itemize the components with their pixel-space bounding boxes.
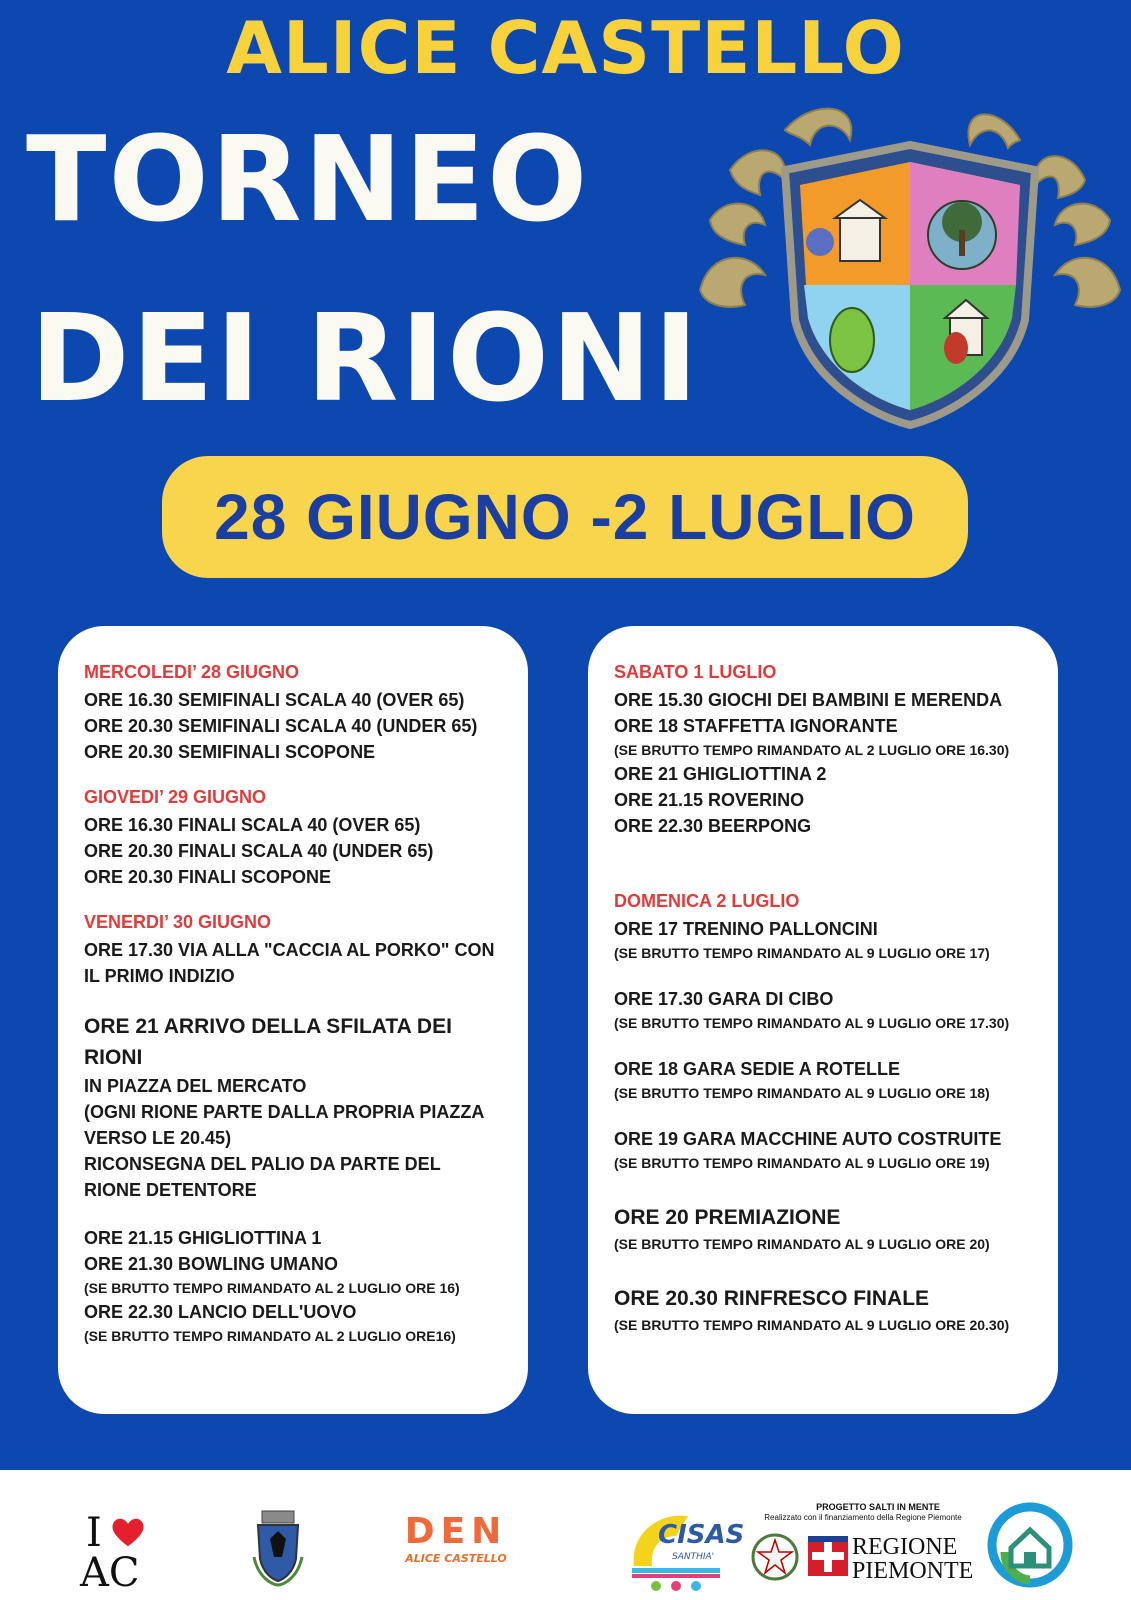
title-line-1: TORNEO xyxy=(26,110,590,248)
event-line: ORE 20.30 SEMIFINALI SCOPONE xyxy=(84,742,376,762)
weather-note: (SE BRUTTO TEMPO RIMANDATO AL 2 LUGLIO ORE 16) xyxy=(84,1280,460,1296)
event-line: ORE 15.30 GIOCHI DEI BAMBINI E MERENDA xyxy=(614,690,1003,710)
day-heading: MERCOLEDI’ 28 GIUGNO xyxy=(84,662,300,682)
weather-note: (SE BRUTTO TEMPO RIMANDATO AL 9 LUGLIO ORE 17) xyxy=(614,945,990,961)
event-line: ORE 21.15 GHIGLIOTTINA 1 xyxy=(84,1228,322,1248)
event-line: ORE 17 TRENINO PALLONCINI xyxy=(614,919,878,939)
italian-republic-emblem-icon xyxy=(750,1532,800,1582)
weather-note: (SE BRUTTO TEMPO RIMANDATO AL 9 LUGLIO ORE 20.30) xyxy=(614,1317,1010,1333)
event-line: ORE 18 STAFFETTA IGNORANTE xyxy=(614,716,898,736)
rioni-crest-icon xyxy=(690,100,1130,440)
date-banner xyxy=(162,456,968,578)
event-line: ORE 21 GHIGLIOTTINA 2 xyxy=(614,764,827,784)
event-line: ORE 19 GARA MACCHINE AUTO COSTRUITE xyxy=(614,1129,1002,1149)
footer-logos xyxy=(0,1470,1131,1600)
piemonte-flag-icon xyxy=(808,1536,848,1576)
town-name: ALICE CASTELLO xyxy=(226,6,905,90)
event-line: ORE 22.30 LANCIO DELL'UOVO xyxy=(84,1302,357,1322)
regione-piemonte-logo: PROGETTO SALTI IN MENTE Realizzato con il finanziamento della Regione Piemonte REGIONE PIEMONTE xyxy=(748,1502,978,1594)
event-line: ORE 21 ARRIVO DELLA SFILATA DEI RIONI xyxy=(84,1015,452,1069)
event-line: ORE 20.30 FINALI SCALA 40 (UNDER 65) xyxy=(84,841,434,861)
day-heading: VENERDI’ 30 GIUGNO xyxy=(84,912,272,932)
event-line: ORE 20.30 RINFRESCO FINALE xyxy=(614,1287,930,1310)
weather-note: (SE BRUTTO TEMPO RIMANDATO AL 9 LUGLIO ORE 19) xyxy=(614,1155,990,1171)
event-line: RICONSEGNA DEL PALIO DA PARTE DEL RIONE DETENTORE xyxy=(84,1154,441,1200)
weather-note: (SE BRUTTO TEMPO RIMANDATO AL 9 LUGLIO ORE 20) xyxy=(614,1236,990,1252)
i-love-ac-logo: I AC xyxy=(80,1510,160,1595)
municipal-coat-of-arms-icon xyxy=(248,1506,308,1588)
event-line: ORE 17.30 VIA ALLA "CACCIA AL PORKO" CON IL PRIMO INDIZIO xyxy=(84,940,495,986)
weather-note: (SE BRUTTO TEMPO RIMANDATO AL 9 LUGLIO ORE 18) xyxy=(614,1085,990,1101)
event-line: ORE 20.30 SEMIFINALI SCALA 40 (UNDER 65) xyxy=(84,716,478,736)
schedule-card-right xyxy=(588,626,1058,1414)
date-text: 28 GIUGNO -2 LUGLIO xyxy=(214,481,916,553)
event-line: ORE 16.30 FINALI SCALA 40 (OVER 65) xyxy=(84,815,421,835)
weather-note: (SE BRUTTO TEMPO RIMANDATO AL 9 LUGLIO ORE 17.30) xyxy=(614,1015,1010,1031)
title-line-2: DEI RIONI xyxy=(30,290,701,429)
schedule-card-left xyxy=(58,626,528,1414)
event-line: ORE 21.15 ROVERINO xyxy=(614,790,805,810)
event-line: ORE 22.30 BEERPONG xyxy=(614,816,812,836)
weather-note: (SE BRUTTO TEMPO RIMANDATO AL 2 LUGLIO ORE 16.30) xyxy=(614,742,1010,758)
heart-icon xyxy=(110,1516,146,1548)
event-line: ORE 17.30 GARA DI CIBO xyxy=(614,989,834,1009)
day-heading: SABATO 1 LUGLIO xyxy=(614,662,777,682)
cisas-logo: CISAS SANTHIA' xyxy=(626,1506,726,1596)
day-heading: GIOVEDI’ 29 GIUGNO xyxy=(84,787,267,807)
home-circle-icon xyxy=(985,1500,1075,1590)
event-line: ORE 18 GARA SEDIE A ROTELLE xyxy=(614,1059,901,1079)
event-line: ORE 21.30 BOWLING UMANO xyxy=(84,1254,339,1274)
event-line: IN PIAZZA DEL MERCATO xyxy=(84,1076,307,1096)
event-line: ORE 16.30 SEMIFINALI SCALA 40 (OVER 65) xyxy=(84,690,465,710)
event-line: ORE 20 PREMIAZIONE xyxy=(614,1206,841,1229)
den-logo: DEN ALICE CASTELLO xyxy=(404,1511,508,1565)
event-line: ORE 20.30 FINALI SCOPONE xyxy=(84,867,332,887)
event-line: (OGNI RIONE PARTE DALLA PROPRIA PIAZZA VERSO LE 20.45) xyxy=(84,1102,484,1148)
day-heading: DOMENICA 2 LUGLIO xyxy=(614,891,800,911)
weather-note: (SE BRUTTO TEMPO RIMANDATO AL 2 LUGLIO ORE16) xyxy=(84,1328,456,1344)
